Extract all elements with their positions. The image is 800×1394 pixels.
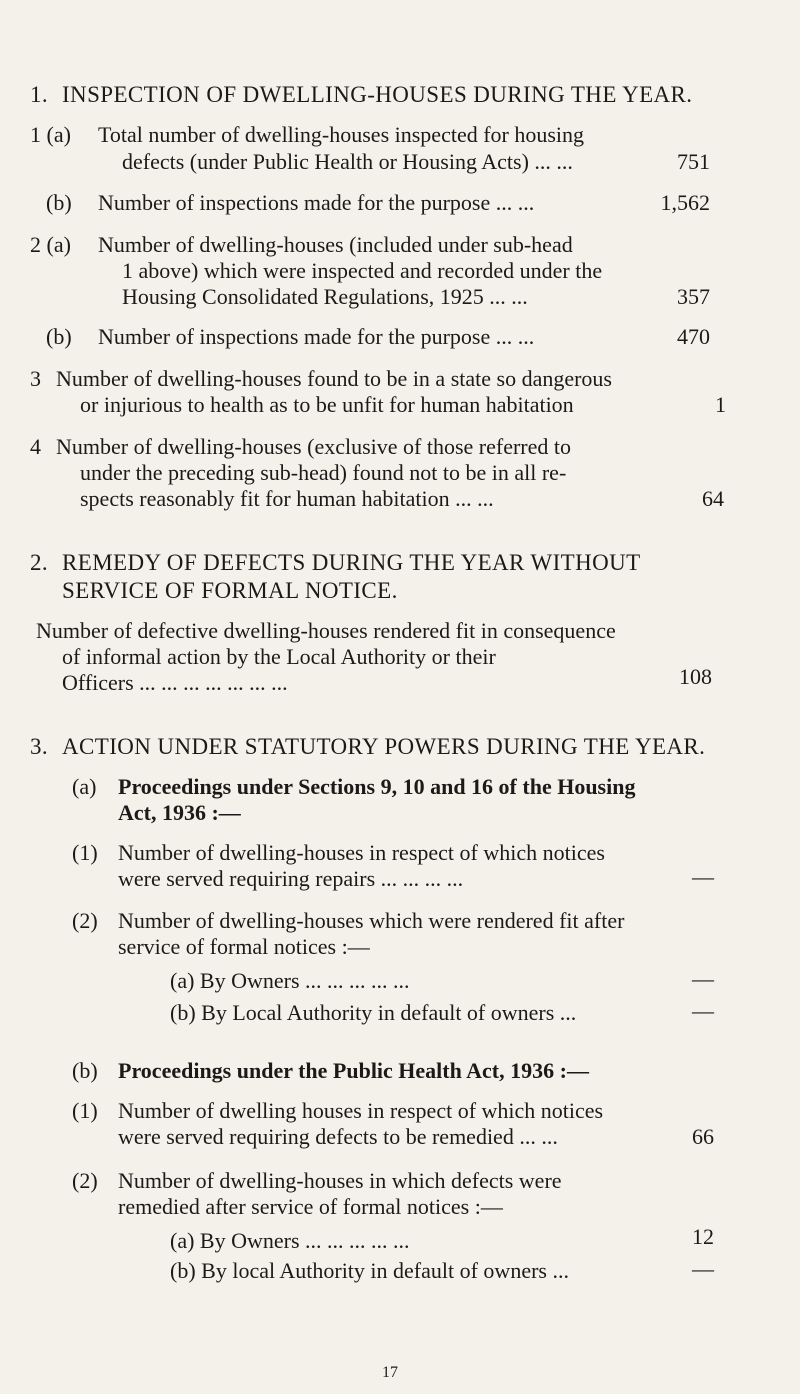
section-2-heading-line-1: REMEDY OF DEFECTS DURING THE YEAR WITHOUT <box>62 550 641 575</box>
section-3a1-line-2: were served requiring repairs ... ... ... ... <box>118 866 464 891</box>
section-3b1-line-1: Number of dwelling houses in respect of which notices <box>118 1098 604 1123</box>
item-1a-value: 751 <box>677 149 710 174</box>
section-3a2-line-1: Number of dwelling-houses which were rendered fit after <box>118 908 625 933</box>
section-3b2b-line: (b) By local Authority in default of owners ... <box>170 1258 569 1283</box>
item-2a-value: 357 <box>677 284 710 309</box>
section-1-number: 1. <box>30 82 49 107</box>
page-number: 17 <box>382 1364 398 1381</box>
section-3b1-label: (1) <box>72 1098 98 1123</box>
section-3a2a-line: (a) By Owners ... ... ... ... ... <box>170 968 410 993</box>
section-3a2-label: (2) <box>72 908 98 933</box>
section-2-value: 108 <box>679 664 712 689</box>
item-4-value: 64 <box>702 486 724 511</box>
section-2-line-3: Officers ... ... ... ... ... ... ... <box>62 670 288 695</box>
section-3a1-label: (1) <box>72 840 98 865</box>
section-3a-title-line-2: Act, 1936 :— <box>118 800 241 825</box>
section-3a-title-line-1: Proceedings under Sections 9, 10 and 16 of the Housing <box>118 774 636 799</box>
section-3b-label: (b) <box>72 1058 98 1083</box>
item-2b-label: (b) <box>46 324 72 349</box>
section-3-number: 3. <box>30 734 49 759</box>
item-1a-line-2: defects (under Public Health or Housing Acts) ... ... <box>122 149 573 174</box>
section-3b2-line-2: remedied after service of formal notices :— <box>118 1194 503 1219</box>
item-1b-label: (b) <box>46 190 72 215</box>
section-1-heading: INSPECTION OF DWELLING-HOUSES DURING THE YEAR. <box>62 82 693 107</box>
item-2a-line-3: Housing Consolidated Regulations, 1925 ... ... <box>122 284 528 309</box>
section-3a2-line-2: service of formal notices :— <box>118 934 370 959</box>
section-3a2b-line: (b) By Local Authority in default of owners ... <box>170 1000 577 1025</box>
section-3b1-line-2: were served requiring defects to be remedied ... ... <box>118 1124 558 1149</box>
item-1a-label: 1 (a) <box>30 122 71 147</box>
section-2-number: 2. <box>30 550 49 575</box>
section-3a1-line-1: Number of dwelling-houses in respect of which notices <box>118 840 605 865</box>
item-4-label: 4 <box>30 434 41 459</box>
item-2b-value: 470 <box>677 324 710 349</box>
item-3-line-2: or injurious to health as to be unfit for human habitation <box>80 392 574 417</box>
section-2-heading-line-2: SERVICE OF FORMAL NOTICE. <box>62 578 398 603</box>
item-2b-line-1: Number of inspections made for the purpose ... ... <box>98 324 535 349</box>
item-3-value: 1 <box>715 392 726 417</box>
section-3b2-line-1: Number of dwelling-houses in which defects were <box>118 1168 562 1193</box>
section-3a2a-value: — <box>692 966 714 991</box>
section-2-line-1: Number of defective dwelling-houses rendered fit in consequence <box>36 618 616 643</box>
section-3b1-value: 66 <box>692 1124 714 1149</box>
section-2-line-2: of informal action by the Local Authority or their <box>62 644 496 669</box>
section-3-heading: ACTION UNDER STATUTORY POWERS DURING THE YEAR. <box>62 734 706 759</box>
item-4-line-3: spects reasonably fit for human habitation ... ... <box>80 486 494 511</box>
item-2a-line-1: Number of dwelling-houses (included under sub-head <box>98 232 573 257</box>
item-1b-value: 1,562 <box>660 190 710 215</box>
section-3b2b-value: — <box>692 1256 714 1281</box>
item-1a-line-1: Total number of dwelling-houses inspected for housing <box>98 122 585 147</box>
item-4-line-2: under the preceding sub-head) found not to be in all re- <box>80 460 567 485</box>
section-3a1-value: — <box>692 864 714 889</box>
item-4-line-1: Number of dwelling-houses (exclusive of those referred to <box>56 434 572 459</box>
section-3a-label: (a) <box>72 774 97 799</box>
section-3b2a-value: 12 <box>692 1224 714 1249</box>
item-3-label: 3 <box>30 366 41 391</box>
section-3b2-label: (2) <box>72 1168 98 1193</box>
section-3b2a-line: (a) By Owners ... ... ... ... ... <box>170 1228 410 1253</box>
section-3b-title: Proceedings under the Public Health Act, 1936 :— <box>118 1058 589 1083</box>
item-1b-line-1: Number of inspections made for the purpose ... ... <box>98 190 535 215</box>
section-3a2b-value: — <box>692 998 714 1023</box>
item-2a-label: 2 (a) <box>30 232 71 257</box>
item-3-line-1: Number of dwelling-houses found to be in a state so dangerous <box>56 366 612 391</box>
item-2a-line-2: 1 above) which were inspected and recorded under the <box>122 258 603 283</box>
